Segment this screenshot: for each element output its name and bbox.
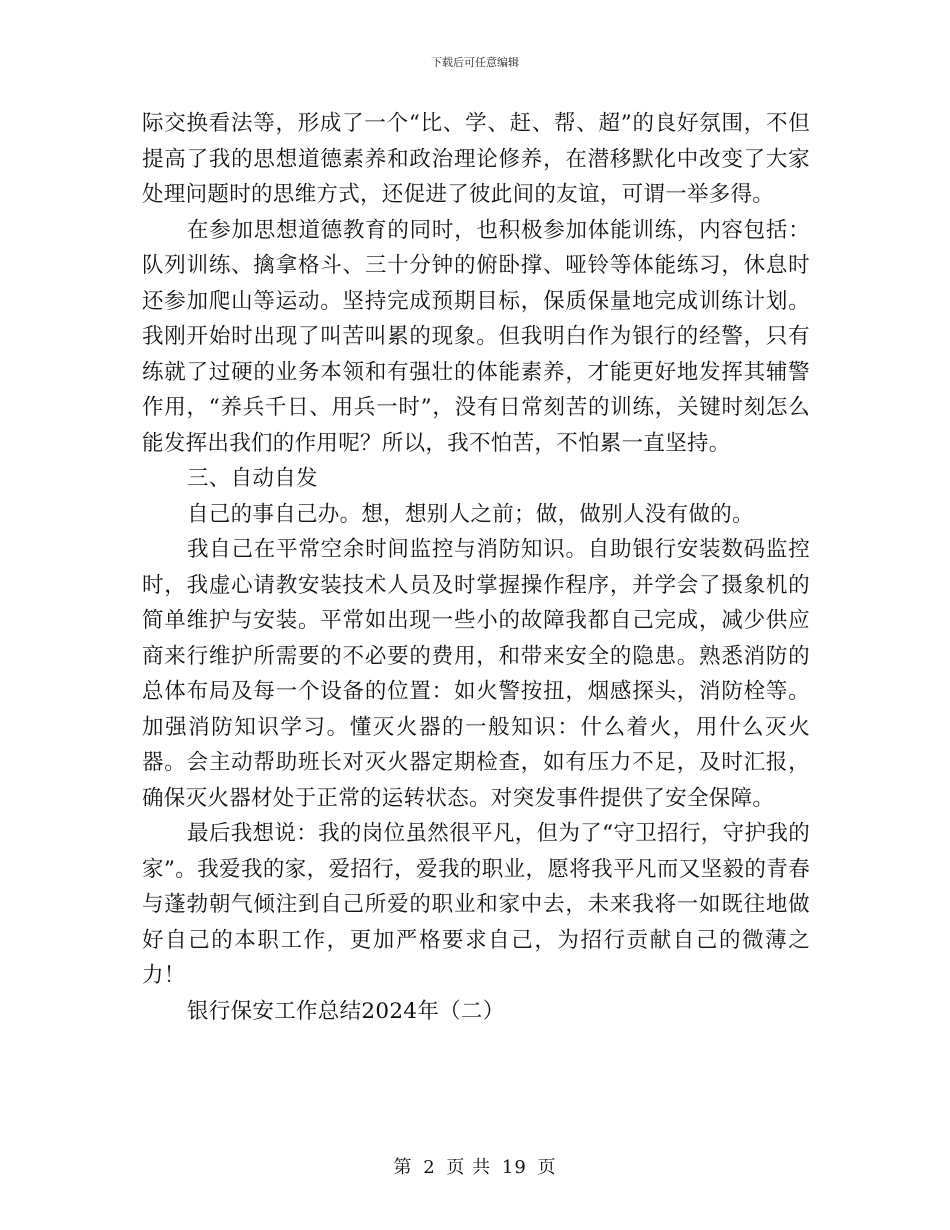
- paragraph-conclusion: 最后我想说：我的岗位虽然很平凡，但为了“守卫招行，守护我的家”。我爱我的家，爱招行，爱我的职业，愿将我平凡而又坚毅的青春与蓬勃朝气倾注到自己所爱的职业和家中去，未来我将一如既往地做好自己的本职工作，更加严格要求自己，为招行贡献自己的微薄之力！: [142, 821, 810, 988]
- paragraph-motto: 自己的事自己办。想，想别人之前；做，做别人没有做的。: [187, 501, 754, 527]
- paragraph-continuation: 际交换看法等，形成了一个“比、学、赶、帮、超”的良好氛围，不但提高了我的思想道德素养和政治理论修养，在潜移默化中改变了大家处理问题时的思维方式，还促进了彼此间的友谊，可谓一举多得。: [142, 111, 810, 207]
- paragraph-monitoring-fire: 我自己在平常空余时间监控与消防知识。自助银行安装数码监控时，我虚心请教安装技术人员及时掌握操作程序，并学会了摄象机的简单维护与安装。平常如出现一些小的故障我都自己完成，减少供应商来行维护所需要的不必要的费用，和带来安全的隐患。熟悉消防的总体布局及每一个设备的位置：如火警按扭，烟感探头，消防栓等。加强消防知识学习。懂灭火器的一般知识：什么着火，用什么灭火器。会主动帮助班长对灭火器定期检查，如有压力不足，及时汇报，确保灭火器材处于正常的运转状态。对突发事件提供了安全保障。: [142, 537, 810, 811]
- footer-suffix: 页: [537, 1157, 557, 1178]
- page-number: 2: [423, 1157, 436, 1178]
- footer-prefix: 第: [393, 1157, 413, 1178]
- page-footer: [0, 1153, 950, 1179]
- next-section-title: 银行保安工作总结2024年（二）: [187, 998, 505, 1024]
- page-header: 下载后可任意编辑: [431, 56, 519, 69]
- section-heading: 三、自动自发: [187, 466, 318, 491]
- footer-middle: 页 共: [446, 1157, 492, 1178]
- paragraph-physical-training: 在参加思想道德教育的同时，也积极参加体能训练，内容包括：队列训练、擒拿格斗、三十分钟的俯卧撑、哑铃等体能练习，休息时还参加爬山等运动。坚持完成预期目标，保质保量地完成训练计划。我刚开始时出现了叫苦叫累的现象。但我明白作为银行的经警，只有练就了过硬的业务本领和有强壮的体能素养，才能更好地发挥其辅警作用，“养兵千日、用兵一时”，没有日常刻苦的训练，关键时刻怎么能发挥出我们的作用呢？所以，我不怕苦，不怕累一直坚持。: [142, 217, 810, 456]
- total-pages: 19: [501, 1157, 527, 1178]
- document-body: [142, 106, 810, 1029]
